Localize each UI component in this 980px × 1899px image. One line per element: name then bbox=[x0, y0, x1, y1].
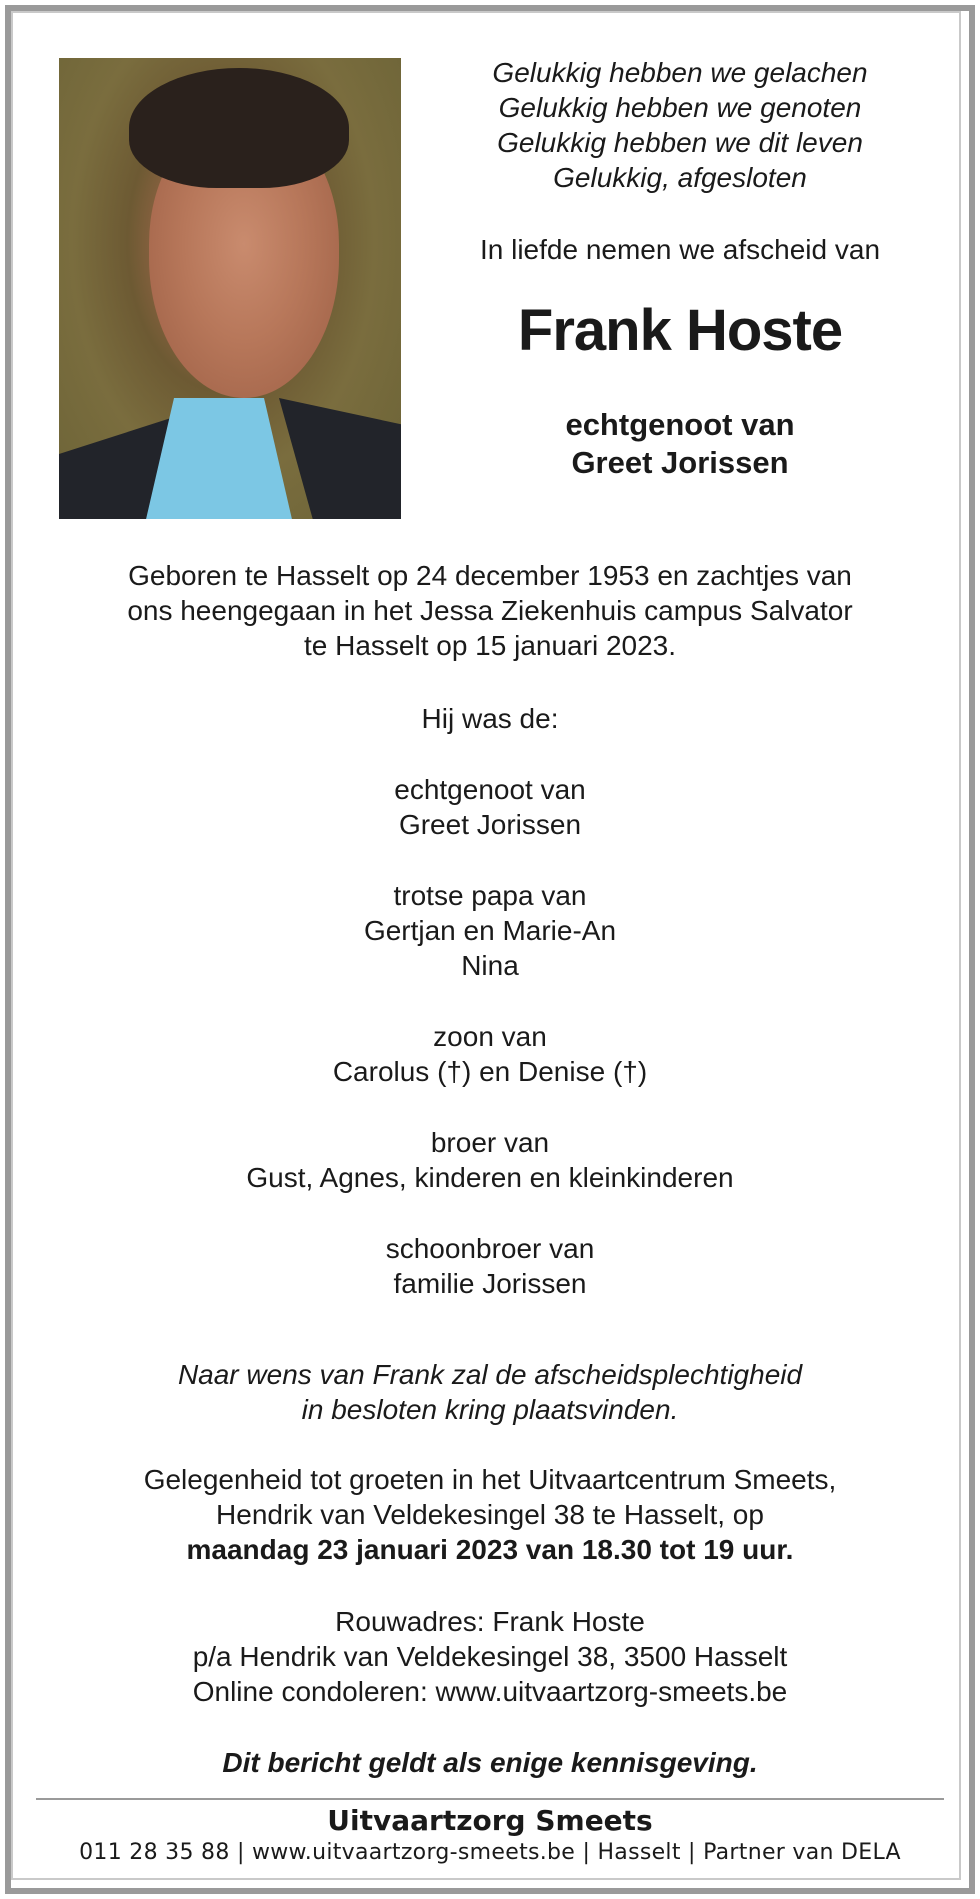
address-line: p/a Hendrik van Veldekesingel 38, 3500 Hasselt bbox=[192, 1641, 788, 1672]
relation-line: zoon van bbox=[433, 1021, 547, 1052]
photo-hair bbox=[129, 68, 349, 188]
relation-in-laws bbox=[40, 1231, 940, 1301]
birth-line: Geboren te Hasselt op 24 december 1953 en zachtjes van bbox=[128, 560, 852, 591]
poem bbox=[420, 55, 940, 195]
ceremony-paragraph bbox=[40, 1357, 940, 1427]
notice-text: Dit bericht geldt als enige kennisgeving. bbox=[222, 1747, 758, 1778]
relation-spouse bbox=[40, 772, 940, 842]
ceremony-line: in besloten kring plaatsvinden. bbox=[301, 1394, 679, 1425]
spouse-heading bbox=[420, 406, 940, 482]
intro-text: In liefde nemen we afscheid van bbox=[479, 234, 881, 265]
relation-line: Greet Jorissen bbox=[398, 809, 582, 840]
was-label: Hij was de: bbox=[421, 703, 559, 734]
photo-shirt bbox=[144, 398, 294, 519]
birth-line: te Hasselt op 15 januari 2023. bbox=[303, 630, 677, 661]
relation-children bbox=[40, 878, 940, 983]
spouse-heading-line: Greet Jorissen bbox=[571, 445, 789, 480]
visitation-line: Hendrik van Veldekesingel 38 te Hasselt, op bbox=[216, 1499, 764, 1530]
deceased-name: Frank Hoste bbox=[517, 298, 843, 363]
poem-line: Gelukkig hebben we gelachen bbox=[492, 57, 868, 88]
relation-line: trotse papa van bbox=[393, 880, 587, 911]
poem-line: Gelukkig hebben we dit leven bbox=[497, 127, 863, 158]
poem-line: Gelukkig hebben we genoten bbox=[498, 92, 862, 123]
footer-divider bbox=[36, 1798, 944, 1800]
portrait-photo bbox=[59, 58, 401, 519]
address-paragraph bbox=[40, 1604, 940, 1709]
poem-line: Gelukkig, afgesloten bbox=[553, 162, 807, 193]
relation-line: familie Jorissen bbox=[393, 1268, 587, 1299]
relation-siblings bbox=[40, 1125, 940, 1195]
footer-company: Uitvaartzorg Smeets bbox=[327, 1804, 653, 1837]
relation-line: broer van bbox=[430, 1127, 550, 1158]
visitation-line: Gelegenheid tot groeten in het Uitvaartcentrum Smeets, bbox=[143, 1464, 837, 1495]
condolence-link[interactable]: Online condoleren: www.uitvaartzorg-smeets.be bbox=[192, 1676, 788, 1707]
birth-line: ons heengegaan in het Jessa Ziekenhuis campus Salvator bbox=[127, 595, 853, 626]
relation-line: echtgenoot van bbox=[394, 774, 586, 805]
relation-line: Gust, Agnes, kinderen en kleinkinderen bbox=[246, 1162, 734, 1193]
address-line: Rouwadres: Frank Hoste bbox=[335, 1606, 645, 1637]
ceremony-line: Naar wens van Frank zal de afscheidsplechtigheid bbox=[177, 1359, 803, 1390]
photo-jacket-right bbox=[279, 398, 401, 519]
footer-contact-info: 011 28 35 88 | www.uitvaartzorg-smeets.be | Hasselt | Partner van DELA bbox=[79, 1840, 901, 1865]
visitation-paragraph bbox=[40, 1462, 940, 1567]
relation-line: Nina bbox=[461, 950, 519, 981]
birth-paragraph bbox=[40, 558, 940, 663]
spouse-heading-line: echtgenoot van bbox=[565, 407, 795, 442]
relation-line: Gertjan en Marie-An bbox=[363, 915, 617, 946]
relation-line: Carolus (†) en Denise (†) bbox=[332, 1056, 648, 1087]
visitation-date: maandag 23 januari 2023 van 18.30 tot 19 uur. bbox=[186, 1534, 794, 1565]
relation-line: schoonbroer van bbox=[385, 1233, 595, 1264]
relation-parents bbox=[40, 1019, 940, 1089]
